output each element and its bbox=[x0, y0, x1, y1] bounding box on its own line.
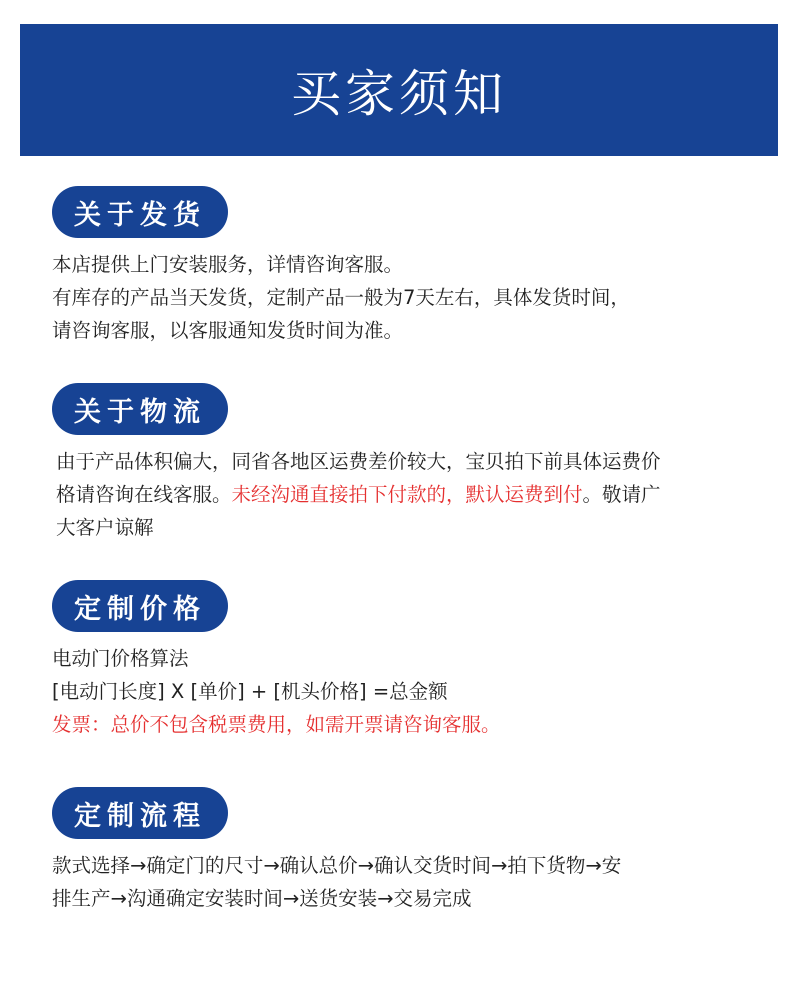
logistics-text bbox=[52, 445, 762, 544]
logistics-line-text: 。敬请广 bbox=[582, 483, 661, 506]
pricing-formula: [电动门长度] X [单价] + [机头价格] =总金额 bbox=[52, 680, 448, 703]
shipping-line: 请咨询客服，以客服通知发货时间为准。 bbox=[52, 319, 404, 342]
logistics-line: 大客户谅解 bbox=[56, 516, 154, 539]
logistics-line: 由于产品体积偏大，同省各地区运费差价较大，宝贝拍下前具体运费价 bbox=[56, 450, 661, 473]
header-banner bbox=[20, 24, 778, 156]
pricing-formula-title: 电动门价格算法 bbox=[52, 647, 189, 670]
shipping-text bbox=[52, 248, 762, 347]
pricing-text bbox=[52, 642, 762, 741]
invoice-notice: 发票：总价不包含税票费用，如需开票请咨询客服。 bbox=[52, 713, 501, 736]
shipping-line: 有库存的产品当天发货，定制产品一般为7天左右，具体发货时间， bbox=[52, 286, 630, 309]
process-line: 款式选择→确定门的尺寸→确认总价→确认交货时间→拍下货物→安 bbox=[52, 854, 622, 877]
logistics-line bbox=[56, 478, 762, 511]
logistics-warning-text: 未经沟通直接拍下付款的，默认运费到付 bbox=[231, 483, 583, 506]
page-title: 买家须知 bbox=[291, 65, 507, 123]
logistics-line-text: 格请咨询在线客服。 bbox=[56, 483, 232, 506]
process-heading: 定制流程 bbox=[52, 787, 228, 839]
process-section bbox=[52, 787, 762, 915]
shipping-section bbox=[52, 186, 762, 347]
process-line: 排生产→沟通确定安装时间→送货安装→交易完成 bbox=[52, 887, 472, 910]
pricing-section bbox=[52, 580, 762, 741]
logistics-heading: 关于物流 bbox=[52, 383, 228, 435]
logistics-section bbox=[52, 383, 762, 544]
shipping-line: 本店提供上门安装服务，详情咨询客服。 bbox=[52, 253, 404, 276]
shipping-heading: 关于发货 bbox=[52, 186, 228, 238]
pricing-heading: 定制价格 bbox=[52, 580, 228, 632]
process-text bbox=[52, 849, 762, 915]
